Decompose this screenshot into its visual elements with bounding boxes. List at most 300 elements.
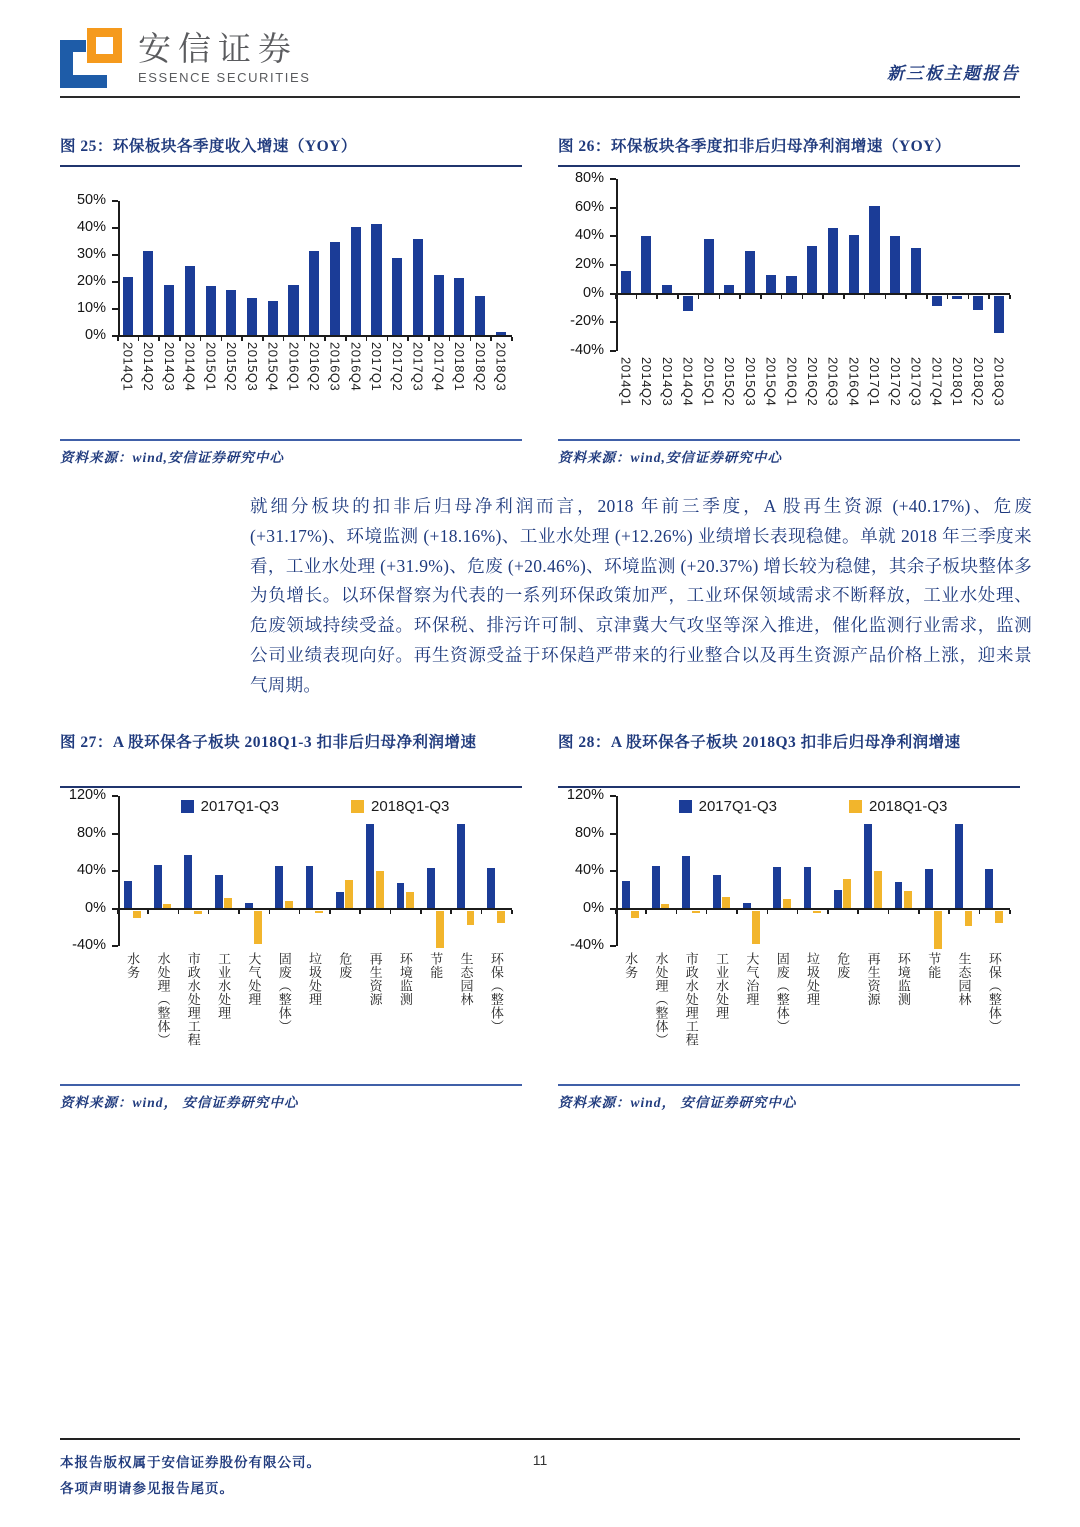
y-tick-label: 40% (574, 227, 604, 244)
x-category-label: 2017Q2 (887, 357, 903, 407)
bar-2015Q3 (745, 251, 755, 294)
y-tick-mark (112, 227, 118, 229)
x-tick-mark (918, 910, 920, 914)
bar-水处理（整体）-2017Q1-Q3 (154, 865, 162, 909)
x-tick-mark (178, 910, 180, 914)
y-axis-line (616, 796, 618, 946)
x-category-label: 垃圾处理 (307, 952, 322, 1007)
y-tick-mark (610, 178, 616, 180)
legend-label: 2017Q1-Q3 (698, 798, 777, 816)
bar-2018Q1 (454, 278, 464, 336)
x-category-label: 2015Q4 (763, 357, 779, 407)
x-category-label: 市政水处理工程 (683, 952, 699, 1047)
x-category-label: 2015Q3 (742, 357, 758, 407)
x-tick-mark (329, 910, 331, 914)
x-tick-mark (822, 295, 824, 299)
figure-28-chart (558, 787, 1020, 1084)
x-tick-mark (481, 910, 483, 914)
logo-orange-inner (96, 37, 113, 54)
bar-环保（整体）-2018Q1-Q3 (995, 911, 1003, 923)
x-category-label: 2018Q1 (950, 357, 966, 407)
x-category-label: 工业水处理 (714, 952, 730, 1020)
bar-垃圾处理-2017Q1-Q3 (804, 867, 812, 909)
legend-swatch (849, 800, 862, 813)
x-category-label: 环保（整体） (986, 952, 1002, 1034)
y-tick-label: 40% (76, 862, 106, 879)
bar-环保（整体）-2017Q1-Q3 (487, 868, 495, 908)
y-tick-label: 20% (76, 273, 106, 289)
x-tick-mark (283, 337, 285, 341)
x-tick-mark (390, 910, 392, 914)
x-category-label: 2014Q2 (141, 342, 157, 392)
x-category-label: 节能 (428, 952, 444, 980)
x-tick-mark (208, 910, 210, 914)
bar-2015Q2 (226, 290, 236, 336)
bar-垃圾处理-2017Q1-Q3 (306, 866, 314, 909)
x-category-label: 生态园林 (458, 952, 474, 1007)
bar-环境监测-2017Q1-Q3 (397, 883, 405, 909)
y-tick-mark (610, 235, 616, 237)
x-category-label: 2014Q1 (120, 342, 136, 392)
bar-2016Q1 (786, 276, 796, 293)
x-tick-mark (450, 910, 452, 914)
figure-row-1 (60, 134, 1020, 466)
x-category-label: 2016Q4 (348, 342, 364, 392)
bar-2014Q1 (621, 271, 631, 294)
bar-2018Q3 (994, 296, 1004, 333)
y-tick-label: 80% (574, 824, 604, 841)
x-tick-mark (615, 910, 617, 914)
y-tick-label: 0% (583, 899, 604, 916)
legend-label: 2018Q1-Q3 (371, 798, 450, 816)
y-tick-label: 10% (76, 300, 106, 316)
x-category-label: 2016Q2 (805, 357, 820, 407)
bar-2015Q4 (766, 275, 776, 294)
y-tick-label: 0% (85, 899, 106, 916)
y-tick-label: 30% (76, 246, 106, 262)
x-tick-mark (359, 910, 361, 914)
x-category-label: 生态园林 (956, 952, 972, 1007)
bar-危废-2017Q1-Q3 (336, 892, 344, 909)
bar-2015Q4 (268, 301, 278, 336)
bar-2016Q3 (828, 228, 838, 294)
bar-2014Q4 (185, 266, 195, 336)
logo-blue-bottom (60, 75, 107, 88)
bar-垃圾处理-2018Q1-Q3 (813, 911, 821, 913)
legend-item-2018Q1-Q3 (849, 798, 947, 815)
x-tick-mark (802, 295, 804, 299)
bar-2016Q4 (849, 235, 859, 294)
bar-2014Q1 (123, 277, 133, 336)
y-tick-label: 40% (574, 862, 604, 879)
logo-mark-icon (60, 28, 122, 88)
x-category-label: 2014Q4 (182, 342, 198, 392)
x-category-label: 2018Q2 (472, 342, 488, 392)
x-category-label: 2014Q1 (618, 357, 634, 407)
figure-25 (60, 134, 522, 466)
bar-市政水处理工程-2018Q1-Q3 (692, 911, 700, 913)
x-category-label: 2014Q2 (639, 357, 655, 407)
x-tick-mark (905, 295, 907, 299)
x-category-label: 大气处理 (246, 952, 262, 1007)
footer-line-2: 各项声明请参见报告尾页。 (60, 1480, 234, 1496)
bar-生态园林-2017Q1-Q3 (457, 824, 465, 908)
legend-item-2018Q1-Q3 (351, 798, 449, 815)
x-tick-mark (781, 295, 783, 299)
x-tick-mark (262, 337, 264, 341)
x-category-label: 固废（整体） (276, 952, 292, 1034)
figure-25-source: 资料来源：wind,安信证券研究中心 (60, 439, 522, 466)
x-tick-mark (636, 295, 638, 299)
bar-节能-2017Q1-Q3 (925, 869, 933, 908)
bar-生态园林-2018Q1-Q3 (467, 911, 475, 925)
bar-节能-2018Q1-Q3 (934, 911, 942, 949)
bar-环境监测-2017Q1-Q3 (895, 882, 903, 909)
x-category-label: 2015Q1 (203, 342, 219, 392)
bar-2017Q1 (371, 224, 381, 336)
x-category-label: 2016Q3 (825, 357, 841, 407)
bar-固废（整体）-2017Q1-Q3 (773, 867, 781, 909)
x-tick-mark (511, 910, 513, 914)
figure-26 (558, 134, 1020, 466)
figure-row-2 (60, 730, 1020, 1111)
x-category-label: 再生资源 (865, 952, 881, 1007)
y-tick-mark (112, 870, 118, 872)
x-tick-mark (200, 337, 202, 341)
x-category-label: 2016Q4 (846, 357, 862, 407)
y-tick-mark (112, 254, 118, 256)
footer-line-1: 本报告版权属于安信证券股份有限公司。 (60, 1455, 321, 1470)
company-logo (60, 28, 311, 88)
bar-生态园林-2017Q1-Q3 (955, 824, 963, 908)
legend-swatch (351, 800, 364, 813)
x-tick-mark (767, 910, 769, 914)
x-category-label: 2015Q2 (722, 357, 738, 407)
x-category-label: 2018Q2 (970, 357, 986, 407)
bar-环保（整体）-2018Q1-Q3 (497, 911, 505, 923)
x-tick-mark (676, 910, 678, 914)
x-tick-mark (698, 295, 700, 299)
x-tick-mark (719, 295, 721, 299)
y-tick-label: 120% (566, 787, 604, 804)
x-tick-mark (147, 910, 149, 914)
bar-水处理（整体）-2017Q1-Q3 (652, 866, 660, 909)
x-tick-mark (979, 910, 981, 914)
x-axis-line (118, 335, 512, 337)
x-tick-mark (797, 910, 799, 914)
x-category-label: 2017Q4 (929, 357, 945, 407)
x-category-label: 2014Q3 (161, 342, 177, 392)
bar-再生资源-2017Q1-Q3 (864, 824, 872, 908)
bar-水务-2017Q1-Q3 (622, 881, 630, 909)
y-tick-mark (610, 795, 616, 797)
x-tick-mark (760, 295, 762, 299)
figure-27-chart (60, 787, 522, 1084)
y-tick-mark (112, 945, 118, 947)
bar-2015Q1 (704, 239, 714, 293)
bar-再生资源-2018Q1-Q3 (376, 871, 384, 909)
x-tick-mark (857, 910, 859, 914)
bar-2016Q2 (309, 251, 319, 336)
x-tick-mark (366, 337, 368, 341)
figure-28-source: 资料来源：wind， 安信证券研究中心 (558, 1084, 1020, 1111)
x-tick-mark (470, 337, 472, 341)
y-tick-mark (610, 207, 616, 209)
x-tick-mark (988, 295, 990, 299)
x-tick-mark (420, 910, 422, 914)
bar-再生资源-2018Q1-Q3 (874, 871, 882, 909)
bar-节能-2018Q1-Q3 (436, 911, 444, 949)
y-tick-label: 50% (76, 192, 106, 208)
y-tick-label: 0% (85, 327, 106, 343)
bar-环境监测-2018Q1-Q3 (406, 892, 414, 909)
y-tick-label: -40% (72, 937, 106, 954)
x-category-label: 2017Q1 (369, 342, 385, 392)
bar-大气处理-2018Q1-Q3 (254, 911, 262, 944)
figure-25-chart (60, 171, 522, 439)
page-header (60, 28, 1020, 98)
x-tick-mark (269, 910, 271, 914)
bar-2017Q2 (890, 236, 900, 293)
x-category-label: 2017Q4 (431, 342, 447, 392)
figure-28 (558, 730, 1020, 1111)
x-tick-mark (511, 337, 513, 341)
bar-2016Q1 (288, 285, 298, 336)
x-tick-mark (885, 295, 887, 299)
x-category-label: 节能 (926, 952, 942, 980)
x-category-label: 2017Q3 (410, 342, 426, 392)
x-tick-mark (117, 910, 119, 914)
x-tick-mark (299, 910, 301, 914)
legend-label: 2018Q1-Q3 (869, 798, 948, 816)
figure-28-title: 图 28：A 股环保各子板块 2018Q3 扣非后归母净利润增速 (558, 730, 1020, 788)
x-tick-mark (739, 295, 741, 299)
x-category-label: 2016Q2 (307, 342, 322, 392)
bar-工业水处理-2017Q1-Q3 (215, 875, 223, 909)
page-footer (60, 1438, 1020, 1501)
x-category-label: 环境监测 (397, 952, 413, 1007)
bar-工业水处理-2017Q1-Q3 (713, 875, 721, 909)
bar-市政水处理工程-2017Q1-Q3 (184, 855, 192, 908)
x-tick-mark (864, 295, 866, 299)
legend-swatch (679, 800, 692, 813)
bar-2014Q2 (143, 251, 153, 336)
x-tick-mark (221, 337, 223, 341)
y-tick-label: -40% (570, 342, 604, 358)
legend-label: 2017Q1-Q3 (200, 798, 279, 816)
y-tick-mark (112, 833, 118, 835)
figure-27-source: 资料来源：wind， 安信证券研究中心 (60, 1084, 522, 1111)
bar-危废-2018Q1-Q3 (345, 880, 353, 909)
x-tick-mark (407, 337, 409, 341)
bar-2016Q4 (351, 227, 361, 336)
y-tick-label: 60% (574, 198, 604, 215)
page-number: 11 (532, 1452, 548, 1468)
x-tick-mark (706, 910, 708, 914)
bar-环保（整体）-2017Q1-Q3 (985, 869, 993, 908)
x-tick-mark (179, 337, 181, 341)
brand-block (138, 31, 311, 85)
bar-危废-2018Q1-Q3 (843, 879, 851, 909)
bar-固废（整体）-2017Q1-Q3 (275, 866, 283, 909)
x-tick-mark (238, 910, 240, 914)
x-category-label: 再生资源 (367, 952, 383, 1007)
x-category-label: 水处理（整体） (653, 952, 669, 1047)
y-tick-label: -20% (570, 313, 604, 330)
x-tick-mark (736, 910, 738, 914)
bar-2014Q2 (641, 236, 651, 293)
x-tick-mark (843, 295, 845, 299)
x-tick-mark (677, 295, 679, 299)
bar-2016Q3 (330, 242, 340, 337)
y-tick-mark (112, 281, 118, 283)
x-category-label: 工业水处理 (216, 952, 232, 1020)
report-type-label: 新三板主题报告 (887, 64, 1020, 83)
x-category-label: 2016Q3 (327, 342, 343, 392)
x-category-label: 2015Q1 (701, 357, 717, 407)
x-tick-mark (490, 337, 492, 341)
x-category-label: 2015Q3 (244, 342, 260, 392)
bar-2016Q2 (807, 246, 817, 293)
bar-水务-2018Q1-Q3 (133, 911, 141, 919)
y-tick-label: 0% (583, 284, 604, 301)
figure-27-title: 图 27：A 股环保各子板块 2018Q1-3 扣非后归母净利润增速 (60, 730, 522, 788)
y-tick-mark (112, 308, 118, 310)
x-tick-mark (241, 337, 243, 341)
x-tick-mark (449, 337, 451, 341)
y-axis-line (118, 201, 120, 336)
legend-swatch (181, 800, 194, 813)
y-axis-line (118, 796, 120, 946)
bar-2017Q4 (932, 296, 942, 306)
x-tick-mark (387, 337, 389, 341)
bar-水务-2018Q1-Q3 (631, 911, 639, 919)
x-tick-mark (345, 337, 347, 341)
x-category-label: 2016Q1 (784, 357, 800, 407)
bar-生态园林-2018Q1-Q3 (965, 911, 973, 926)
x-tick-mark (158, 337, 160, 341)
x-category-label: 2018Q3 (493, 342, 509, 392)
x-tick-mark (138, 337, 140, 341)
x-tick-mark (1009, 295, 1011, 299)
y-tick-label: 80% (76, 824, 106, 841)
bar-水务-2017Q1-Q3 (124, 881, 132, 909)
x-category-label: 水处理（整体） (155, 952, 171, 1047)
x-tick-mark (324, 337, 326, 341)
x-category-label: 垃圾处理 (805, 952, 820, 1007)
bar-2014Q4 (683, 296, 693, 312)
x-category-label: 水务 (125, 952, 141, 980)
x-category-label: 危废 (835, 952, 851, 980)
x-category-label: 2014Q4 (680, 357, 696, 407)
x-tick-mark (656, 295, 658, 299)
y-tick-mark (112, 200, 118, 202)
figure-27 (60, 730, 522, 1111)
y-axis-line (616, 179, 618, 351)
x-category-label: 危废 (337, 952, 353, 980)
x-tick-mark (1009, 910, 1011, 914)
y-tick-mark (610, 870, 616, 872)
y-tick-label: -40% (570, 937, 604, 954)
bar-2018Q1 (952, 296, 962, 299)
bar-市政水处理工程-2018Q1-Q3 (194, 911, 202, 914)
x-category-label: 环保（整体） (488, 952, 504, 1034)
legend-item-2017Q1-Q3 (679, 798, 777, 815)
bar-2018Q2 (475, 296, 485, 337)
x-category-label: 2018Q3 (991, 357, 1007, 407)
y-tick-mark (112, 795, 118, 797)
logo-blue-top (60, 40, 86, 52)
bar-危废-2017Q1-Q3 (834, 890, 842, 909)
y-tick-mark (610, 350, 616, 352)
bar-垃圾处理-2018Q1-Q3 (315, 911, 323, 913)
x-category-label: 2018Q1 (452, 342, 468, 392)
chart-legend (616, 798, 1010, 815)
bar-2017Q2 (392, 258, 402, 336)
x-tick-mark (304, 337, 306, 341)
bar-2015Q1 (206, 286, 216, 336)
x-tick-mark (827, 910, 829, 914)
bar-环境监测-2018Q1-Q3 (904, 891, 912, 909)
bar-市政水处理工程-2017Q1-Q3 (682, 856, 690, 909)
figure-26-title: 图 26：环保板块各季度扣非后归母净利润增速（YOY） (558, 134, 1020, 167)
figure-26-source: 资料来源：wind,安信证券研究中心 (558, 439, 1020, 466)
x-axis-line (616, 293, 1010, 295)
x-category-label: 大气治理 (744, 952, 760, 1007)
brand-name-en: ESSENCE SECURITIES (138, 70, 311, 85)
x-category-label: 固废（整体） (774, 952, 790, 1034)
x-tick-mark (615, 295, 617, 299)
x-category-label: 市政水处理工程 (185, 952, 201, 1047)
x-category-label: 2015Q4 (265, 342, 281, 392)
figure-25-title: 图 25：环保板块各季度收入增速（YOY） (60, 134, 522, 167)
x-category-label: 环境监测 (895, 952, 911, 1007)
bar-2017Q1 (869, 206, 879, 293)
bar-再生资源-2017Q1-Q3 (366, 824, 374, 908)
x-category-label: 水务 (623, 952, 639, 980)
y-tick-label: 40% (76, 219, 106, 235)
x-tick-mark (947, 295, 949, 299)
y-tick-mark (610, 321, 616, 323)
bar-2014Q3 (164, 285, 174, 336)
y-tick-mark (610, 264, 616, 266)
bar-2017Q3 (911, 248, 921, 294)
bar-节能-2017Q1-Q3 (427, 868, 435, 908)
x-tick-mark (428, 337, 430, 341)
x-category-label: 2017Q2 (389, 342, 405, 392)
y-tick-label: 20% (574, 256, 604, 272)
x-category-label: 2017Q1 (867, 357, 883, 407)
x-category-label: 2014Q3 (659, 357, 675, 407)
x-category-label: 2017Q3 (908, 357, 924, 407)
bar-2018Q2 (973, 296, 983, 310)
x-tick-mark (926, 295, 928, 299)
bar-大气治理-2018Q1-Q3 (752, 911, 760, 944)
y-tick-label: 120% (68, 787, 106, 804)
y-tick-mark (610, 833, 616, 835)
x-tick-mark (117, 337, 119, 341)
body-paragraph: 就细分板块的扣非后归母净利润而言，2018 年前三季度，A 股再生资源 (+40.17%)、危废 (+31.17%)、环境监测 (+18.16%)、工业水处理 (+12.26%) 业绩增长表现稳健。单就 2018 年三季度来看，工业水处理 (+31.9%)、危废 (+20.46%)、环境监测 (+20.37%) 增长较为稳健，其余子板块整体多为负增长。以环保督察为代表的一系列环保政策加严，工业环保领域需求不断释放，工业水处理、危废领域持续受益。环保税、排污许可制、京津冀大气攻坚等深入推进，催化监测行业需求，监测公司业绩表现向好。再生资源受益于环保趋严带来的行业整合以及再生资源产品价格上涨，迎来景气周期。 (250, 496, 1032, 695)
x-category-label: 2016Q1 (286, 342, 302, 392)
x-tick-mark (888, 910, 890, 914)
bar-2015Q3 (247, 298, 257, 336)
figure-26-chart (558, 171, 1020, 439)
y-tick-mark (610, 945, 616, 947)
x-category-label: 2015Q2 (224, 342, 240, 392)
x-tick-mark (645, 910, 647, 914)
brand-name-cn: 安信证券 (138, 30, 298, 67)
bar-2017Q3 (413, 239, 423, 336)
